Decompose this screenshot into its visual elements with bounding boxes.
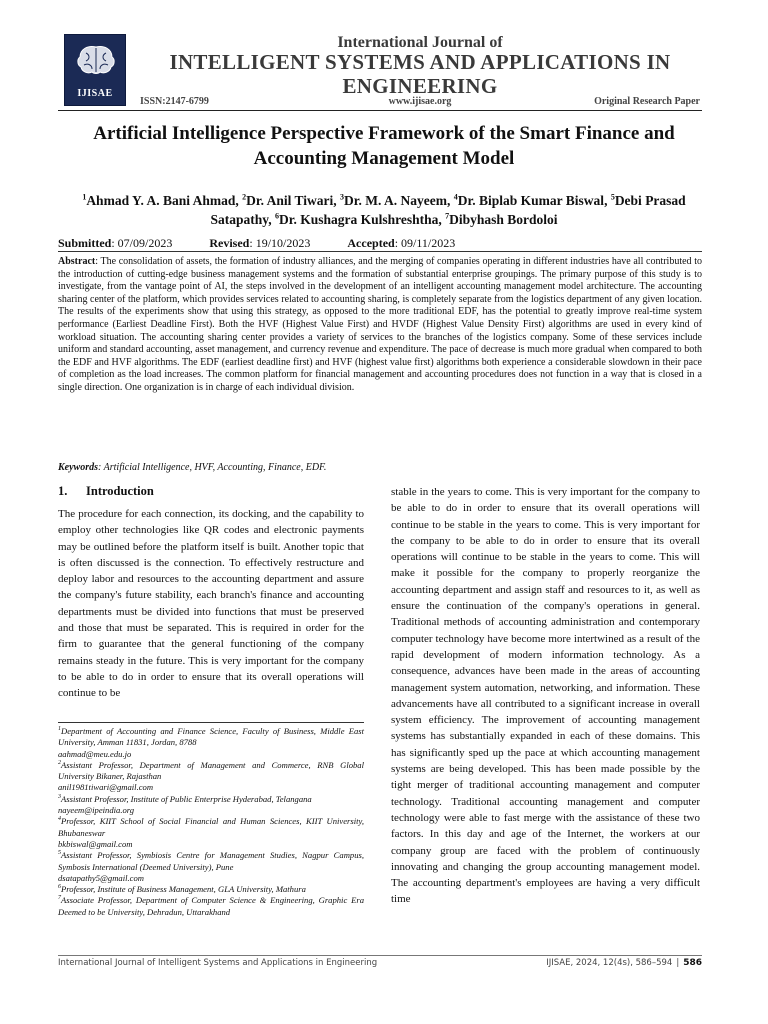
footnote: $^7$Associate Professor, Department of Computer Science & Engineering, Graphic Era Deemed to be University, Dehradun, Uttarakhand [58,895,364,917]
author: $^1$Ahmad Y. A. Bani Ahmad [82,192,236,208]
header-divider [58,110,702,111]
footnote-email: dsatapathy5@gmail.com [58,872,144,883]
paper-type: Original Research Paper [594,96,700,107]
keywords [58,462,702,473]
footer-divider [58,955,702,956]
author: $^4$Dr. Biplab Kumar Biswal [453,192,605,208]
column-right [391,484,700,908]
intro-paragraph-left: The procedure for each connection, its docking, and the capability to employ other technologies like QR codes and electronic payments may be outlined before the platform itself is built. Another topic that is often discussed is the connection. To effectively restructure and deploy labor and resources to the accounting department and assure the company's future stability, each branch's finance and accounting departments must be divided into functions that must be preserved and those that must be separated. This is required in order for the firm to guarantee that the general functioning of the company remains steady in the future. This is very important for the company to be able to do in order to ensure that its overall operations will continue to be [58,508,364,700]
journal-prefix: International Journal of [337,34,503,51]
author: $^6$Dr. Kushagra Kulshreshtha [274,211,439,227]
footnote-email: aahmad@meu.edu.jo [58,748,132,759]
intro-paragraph-right: stable in the years to come. This is very important for the company to be able to do in order to ensure that its overall operations will continue to be stable in the years to come. This is very important for the company to be able to do in order to ensure that its overall operations will continue to be stable in the years to come. This will make it possible for the company to properly reorganize the accounting department and assign staff and resources to it, as well as ensure the continuation of the company's operations in general. Traditional methods of accounting administration and contemporary computer technology have become more intertwined as a result of the rapid development of modern information technology. As a consequence, advances have been made in the areas of accounting management system automation, networking, and information. These advancements have all contributed to a significant increase in overall system efficiency. The improvement of accounting management systems has substantially expanded in each of these domains. This has significantly sped up the pace at which accounting management systems are being developed. This has been made possible by the tight merger of traditional accounting management and computer technology. Traditional accounting management and computer technology were able to fast merge with the assistance of these two factors. In this day and age of the Internet, the workers at our company group are faced with the problem of continuously innovating and changing the group accounting management model. The accounting department's employees are having a very difficult time [391,486,700,906]
footer-citation: IJISAE, 2024, 12(4s), 586–594 | 586 [546,958,702,968]
paper-title: Artificial Intelligence Perspective Framework of the Smart Finance and Accounting Management Model [93,123,675,169]
footnote: $^1$Department of Accounting and Finance Science, Faculty of Business, Middle East University, Amman 11831, Jordan, 8788 [58,726,364,748]
journal-name: INTELLIGENT SYSTEMS AND APPLICATIONS IN ENGINEERING [169,50,671,98]
footnote: $^6$Professor, Institute of Business Management, GLA University, Mathura [58,884,306,895]
logo-text: IJISAE [77,88,113,99]
issn: ISSN:2147-6799 [140,96,209,107]
author: $^7$Dibyhash Bordoloi [445,211,558,227]
author: $^3$Dr. M. A. Nayeem [340,192,448,208]
submitted-date: Submitted: 07/09/2023 [58,236,173,250]
page-number: 586 [683,958,702,968]
website-link[interactable]: www.ijisae.org [388,96,452,107]
keywords-label: Keywords [58,462,98,473]
journal-logo [64,34,126,106]
footnote-divider [58,722,364,723]
accepted-date: Accepted: 09/11/2023 [347,236,456,250]
section-heading: 1. Introduction [58,484,154,498]
abstract-text: : The consolidation of assets, the formation of industry alliances, and the merging of companies operating in different industries have all contributed to the introduction of cutting-edge business management systems and the formation of substantial enterprise groupings. The primary purpose of this study is to investigate, from the vantage point of AI, the steps involved in the development of an intelligent accounting management model architecture. The accounting sharing center of the platform, which provides services related to accounting sharing, is completely separate from the logistics department of any given location. The results of the experiments show that using this strategy, as opposed to the more traditional EDF, has the potential to greatly improve real-time system performance (Earliest Deadline First). Both the HVF (Highest Value First) and HVDF (Highest Value Density First) algorithms are used in every kind of workload situation. The accounting sharing center provides a variety of services to the branches of the logistics company. Some of these services include uniform and standard accounting, asset management, and currency revenue and expenditure. The pace of decrease is much more gradual when compared to both the EDF and HVF algorithms. The EDF (earliest deadline first) and HVF (highest value first) algorithms both experience a considerable slowdown in their pace of completion as the load increases. The common platform for financial management and accounting procedures does not function in a way that is closed in a single direction. One organization is in charge of each individual division. [58,256,702,393]
footnote: $^3$Assistant Professor, Institute of Public Enterprise Hyderabad, Telangana [58,793,312,804]
footnote: $^5$Assistant Professor, Symbiosis Centre for Management Studies, Nagpur Campus, Symbosis International (Deemed University), Pune [58,850,364,872]
abstract-divider [58,251,702,252]
keywords-text: : Artificial Intelligence, HVF, Accounting, Finance, EDF. [98,462,327,473]
footer-journal: International Journal of Intelligent Systems and Applications in Engineering [58,958,378,968]
footnote: $^4$Professor, KIIT School of Social Financial and Human Sciences, KIIT University, Bhubaneswar [58,816,364,838]
footnote-email: nayeem@ipeindia.org [58,805,135,816]
submission-dates [58,236,702,251]
author-list: $^1$Ahmad Y. A. Bani Ahmad, $^2$Dr. Anil Tiwari, $^3$Dr. M. A. Nayeem, $^4$Dr. Biplab Kumar Biswal, $^5$Debi Prasad Satapathy, $^6$Dr. Kushagra Kulshreshtha, $^7$Dibyhash Bordoloi [82,192,686,227]
author: $^2$Dr. Anil Tiwari [242,192,334,208]
revised-date: Revised: 19/10/2023 [209,236,311,250]
abstract [58,256,702,395]
footnote-email: bkbiswal@gmail.com [58,838,133,849]
brain-icon [74,43,118,77]
affiliation-footnotes [58,726,364,918]
abstract-label: Abstract [58,256,96,267]
footnote-email: anil1981tiwari@gmail.com [58,782,154,793]
author: $^5$Debi Prasad Satapathy [210,192,686,227]
column-left [58,484,364,702]
footnote: $^2$Assistant Professor, Department of Management and Commerce, RNB Global University Bikaner, Rajasthan [58,759,364,782]
